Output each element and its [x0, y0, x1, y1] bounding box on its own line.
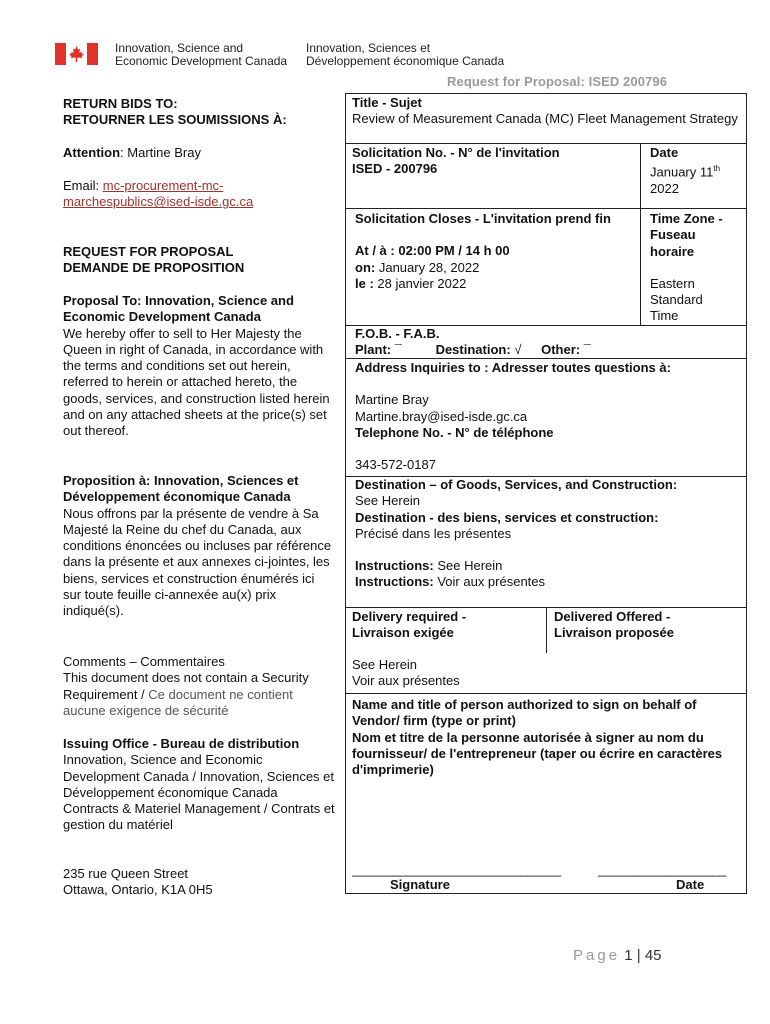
dest-biens-label: Destination - des biens, services et construction:: [355, 509, 659, 525]
closes-on-value: January 28, 2022: [378, 259, 480, 275]
timezone-cell: [650, 211, 745, 325]
return-bids-fr: RETOURNER LES SOUMISSIONS À:: [63, 112, 287, 128]
header-en-line1: Innovation, Science and: [115, 41, 244, 55]
issuing-body: Innovation, Science and Economic Development Canada / Innovation, Sciences et Développement économique Canada: [63, 752, 335, 800]
divider: [345, 693, 747, 694]
email-line: [63, 178, 335, 211]
timezone-value-1: Eastern: [650, 275, 695, 291]
telephone-label: Telephone No. - N° de téléphone: [355, 424, 554, 440]
divider: [345, 143, 747, 144]
page-total: 45: [644, 947, 662, 964]
plant-mark: ¯: [394, 342, 402, 358]
attention-line: [63, 145, 335, 161]
closes-at: At / à : 02:00 PM / 14 h 00: [355, 243, 510, 259]
destination-check-icon: √: [514, 342, 522, 358]
delivery-required-1: Delivery required -: [352, 609, 467, 624]
delivery-offered-cell: [554, 609, 744, 642]
comments-title: Comments – Commentaires: [63, 654, 225, 669]
title-cell: [352, 95, 742, 128]
header-en-line2: Economic Development Canada: [115, 54, 288, 68]
proposal-to-section: [63, 293, 335, 440]
delivery-value-2: Voir aux présentes: [352, 673, 460, 689]
authorized-fr: Nom et titre de la personne autorisée à signer au nom du fournisseur/ de l'entrepreneur (taper ou écrire en caractères d'imprimerie): [352, 729, 723, 778]
other-label: Other:: [541, 342, 581, 358]
timezone-label-1: Time Zone -: [650, 211, 723, 226]
inquiries-name: Martine Bray: [355, 392, 429, 408]
divider: [640, 143, 641, 325]
proposal-to-title: Proposal To: Innovation, Science and Economic Development Canada: [63, 293, 294, 325]
instructions-value: See Herein: [433, 558, 503, 574]
closes-label: Solicitation Closes - L'invitation prend fin: [355, 211, 611, 226]
timezone-label-3: horaire: [650, 243, 695, 259]
address-line1: 235 rue Queen Street: [63, 866, 189, 881]
delivery-value-cell: [352, 657, 542, 690]
inquiries-label: Address Inquiries to : Adresser toutes questions à:: [355, 360, 671, 375]
header-fr-line2: Développement économique Canada: [306, 54, 505, 68]
date-year: 2022: [650, 180, 679, 196]
divider: [345, 208, 747, 209]
title-value: Review of Measurement Canada (MC) Fleet Management Strategy: [352, 111, 738, 127]
page-number: 1: [624, 947, 633, 964]
destination-cell: [355, 477, 745, 591]
comments-body-en: This document does not contain a Security Requirement /: [63, 670, 309, 702]
email-link-part2[interactable]: marchespublics@ised-isde.gc.ca: [63, 194, 254, 210]
solicitation-label: Solicitation No. - N° de l'invitation: [352, 145, 560, 160]
delivery-offered-2: Livraison proposée: [554, 625, 674, 641]
closes-on-label: on:: [355, 259, 376, 275]
rfp-fr: DEMANDE DE PROPOSITION: [63, 260, 245, 276]
solicitation-value: ISED - 200796: [352, 161, 438, 177]
issuing-office-section: [63, 736, 335, 834]
delivery-value-1: See Herein: [352, 657, 418, 672]
contracts-line: Contracts & Materiel Management / Contrats et gestion du matériel: [63, 801, 335, 833]
proposition-body: Nous offrons par la présente de vendre à Sa Majesté la Reine du chef du Canada, aux conditions énoncées ou incluses par référence dans la présente et aux annexes ci-jointes, les biens, services et construction énumérés ici sur toute feuille ci-annexée au(x) prix indiqué(s).: [63, 505, 332, 619]
header-en-name: [115, 42, 287, 68]
rfp-en: REQUEST FOR PROPOSAL: [63, 244, 234, 259]
timezone-label-2: Fuseau: [650, 227, 696, 243]
closes-le-label: le :: [355, 275, 374, 291]
address-section: [63, 866, 335, 899]
date-value-suffix: th: [713, 164, 721, 174]
instructions-fr-value: Voir aux présentes: [433, 574, 546, 590]
authorized-signer-cell: [352, 697, 740, 778]
attention-label: Attention: [63, 145, 121, 160]
divider: [546, 607, 547, 653]
signature-line[interactable]: _______________________________: [352, 862, 561, 877]
dest-goods-label: Destination – of Goods, Services, and Construction:: [355, 477, 678, 492]
dest-biens-value: Précisé dans les présentes: [355, 525, 512, 541]
comments-body-fr: Ce document ne contient aucune exigence de sécurité: [63, 686, 293, 718]
inquiries-cell: [355, 360, 745, 473]
page-footer: Page 1 | 45: [573, 947, 662, 964]
proposal-to-body: We hereby offer to sell to Her Majesty the Queen in right of Canada, in accordance with the terms and conditions set out herein, referred to herein or attached hereto, the goods, services, and construction listed herein and on any attached sheets at the price(s) set out thereof.: [63, 325, 330, 439]
instructions-fr-label: Instructions:: [355, 574, 434, 590]
date-label: Date: [650, 145, 679, 160]
attention-value: : Martine Bray: [120, 145, 201, 160]
return-bids-heading: [63, 96, 335, 129]
plant-label: Plant:: [355, 342, 392, 358]
header-fr-line1: Innovation, Sciences et: [306, 41, 431, 55]
page-word: Page: [573, 947, 621, 964]
solicitation-cell: [352, 145, 637, 178]
email-label: Email:: [63, 178, 103, 193]
rfp-header-title: Request for Proposal: ISED 200796: [447, 74, 668, 89]
address-line2: Ottawa, Ontario, K1A 0H5: [63, 882, 213, 898]
timezone-value-2: Standard: [650, 292, 703, 308]
email-link-part1[interactable]: mc-procurement-mc-: [102, 178, 224, 193]
fob-cell: [355, 326, 745, 359]
delivery-offered-1: Delivered Offered -: [554, 609, 671, 624]
rfp-heading: [63, 244, 335, 277]
other-mark: ¯: [583, 342, 591, 358]
date-line[interactable]: ___________________: [598, 862, 726, 877]
canada-flag-icon: [55, 43, 98, 65]
authorized-en: Name and title of person authorized to sign on behalf of Vendor/ firm (type or print): [352, 697, 697, 729]
proposition-section: [63, 473, 335, 620]
fob-label: F.O.B. - F.A.B.: [355, 326, 440, 341]
instructions-label: Instructions:: [355, 558, 434, 574]
date-value: January 11: [650, 164, 714, 180]
closes-le-value: 28 janvier 2022: [377, 275, 467, 291]
delivery-required-cell: [352, 609, 542, 642]
dest-goods-value: See Herein: [355, 493, 421, 509]
issuing-title: Issuing Office - Bureau de distribution: [63, 736, 300, 751]
comments-section: [63, 654, 335, 719]
destination-label: Destination:: [435, 342, 511, 358]
timezone-value-3: Time: [650, 308, 679, 324]
telephone-value: 343-572-0187: [355, 457, 436, 473]
proposition-title: Proposition à: Innovation, Sciences et Développement économique Canada: [63, 473, 299, 505]
header-fr-name: [306, 42, 504, 68]
date-cell: [650, 145, 745, 197]
title-label: Title - Sujet: [352, 95, 422, 110]
date-signature-label: Date: [676, 877, 705, 892]
inquiries-email: Martine.bray@ised-isde.gc.ca: [355, 408, 528, 424]
closes-cell: [355, 211, 640, 292]
delivery-required-2: Livraison exigée: [352, 625, 454, 641]
return-bids-en: RETURN BIDS TO:: [63, 96, 178, 111]
signature-label: Signature: [390, 877, 450, 892]
